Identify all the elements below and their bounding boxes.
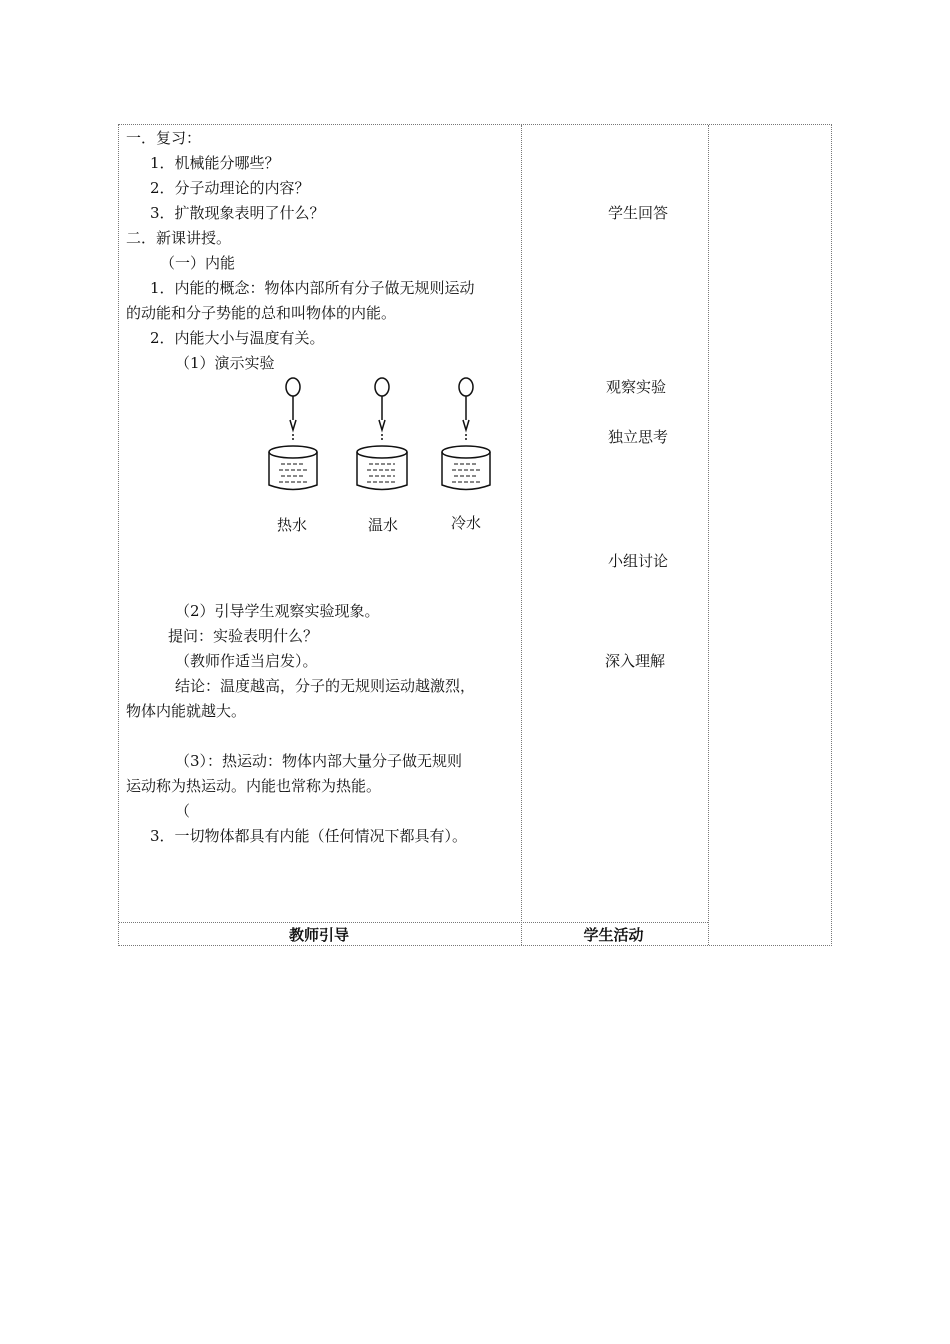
student-activity-header: 学生活动 — [583, 926, 644, 944]
beaker-cold-water — [442, 378, 490, 490]
activity-understand: 深入理解 — [605, 652, 666, 670]
paragraph-line: （ — [175, 802, 191, 820]
label-cold-water: 冷水 — [451, 514, 482, 532]
paragraph-line: （3）：热运动：物体内部大量分子做无规则 — [175, 752, 463, 770]
review-item: 2．分子动理论的内容？ — [150, 179, 310, 197]
review-item: 1．机械能分哪些？ — [150, 154, 280, 172]
review-item: 3．扩散现象表明了什么？ — [150, 204, 325, 222]
column-divider-2 — [708, 125, 709, 945]
paragraph-line: 提问：实验表明什么？ — [168, 627, 319, 645]
paragraph-line: 2．内能大小与温度有关。 — [150, 329, 325, 347]
label-hot-water: 热水 — [277, 516, 308, 534]
paragraph-line: （1）演示实验 — [175, 354, 275, 372]
paragraph-line: 运动称为热运动。内能也常称为热能。 — [126, 777, 382, 795]
teacher-guidance-header: 教师引导 — [288, 926, 349, 944]
paragraph-line: （教师作适当启发）。 — [175, 652, 318, 670]
paragraph-line: （2）引导学生观察实验现象。 — [175, 602, 380, 620]
activity-think: 独立思考 — [608, 428, 669, 446]
paragraph-line: 的动能和分子势能的总和叫物体的内能。 — [126, 304, 397, 322]
label-warm-water: 温水 — [368, 516, 399, 534]
footer-divider — [119, 922, 708, 923]
beaker-warm-water — [357, 378, 407, 490]
column-divider-1 — [521, 125, 522, 945]
beaker-hot-water — [269, 378, 317, 490]
activity-discuss: 小组讨论 — [608, 552, 669, 570]
paragraph-line: 结论：温度越高，分子的无规则运动越激烈， — [175, 677, 476, 695]
section-heading: （一）内能 — [160, 254, 236, 272]
new-lesson-heading: 二．新课讲授。 — [126, 229, 232, 247]
paragraph-line: 物体内能就越大。 — [126, 702, 247, 720]
activity-observe: 观察实验 — [606, 378, 667, 396]
paragraph-line: 1．内能的概念：物体内部所有分子做无规则运动 — [150, 279, 475, 297]
review-heading: 一．复习： — [126, 129, 202, 147]
activity-answer: 学生回答 — [608, 204, 669, 222]
paragraph-line: 3．一切物体都具有内能（任何情况下都具有）。 — [150, 827, 468, 845]
